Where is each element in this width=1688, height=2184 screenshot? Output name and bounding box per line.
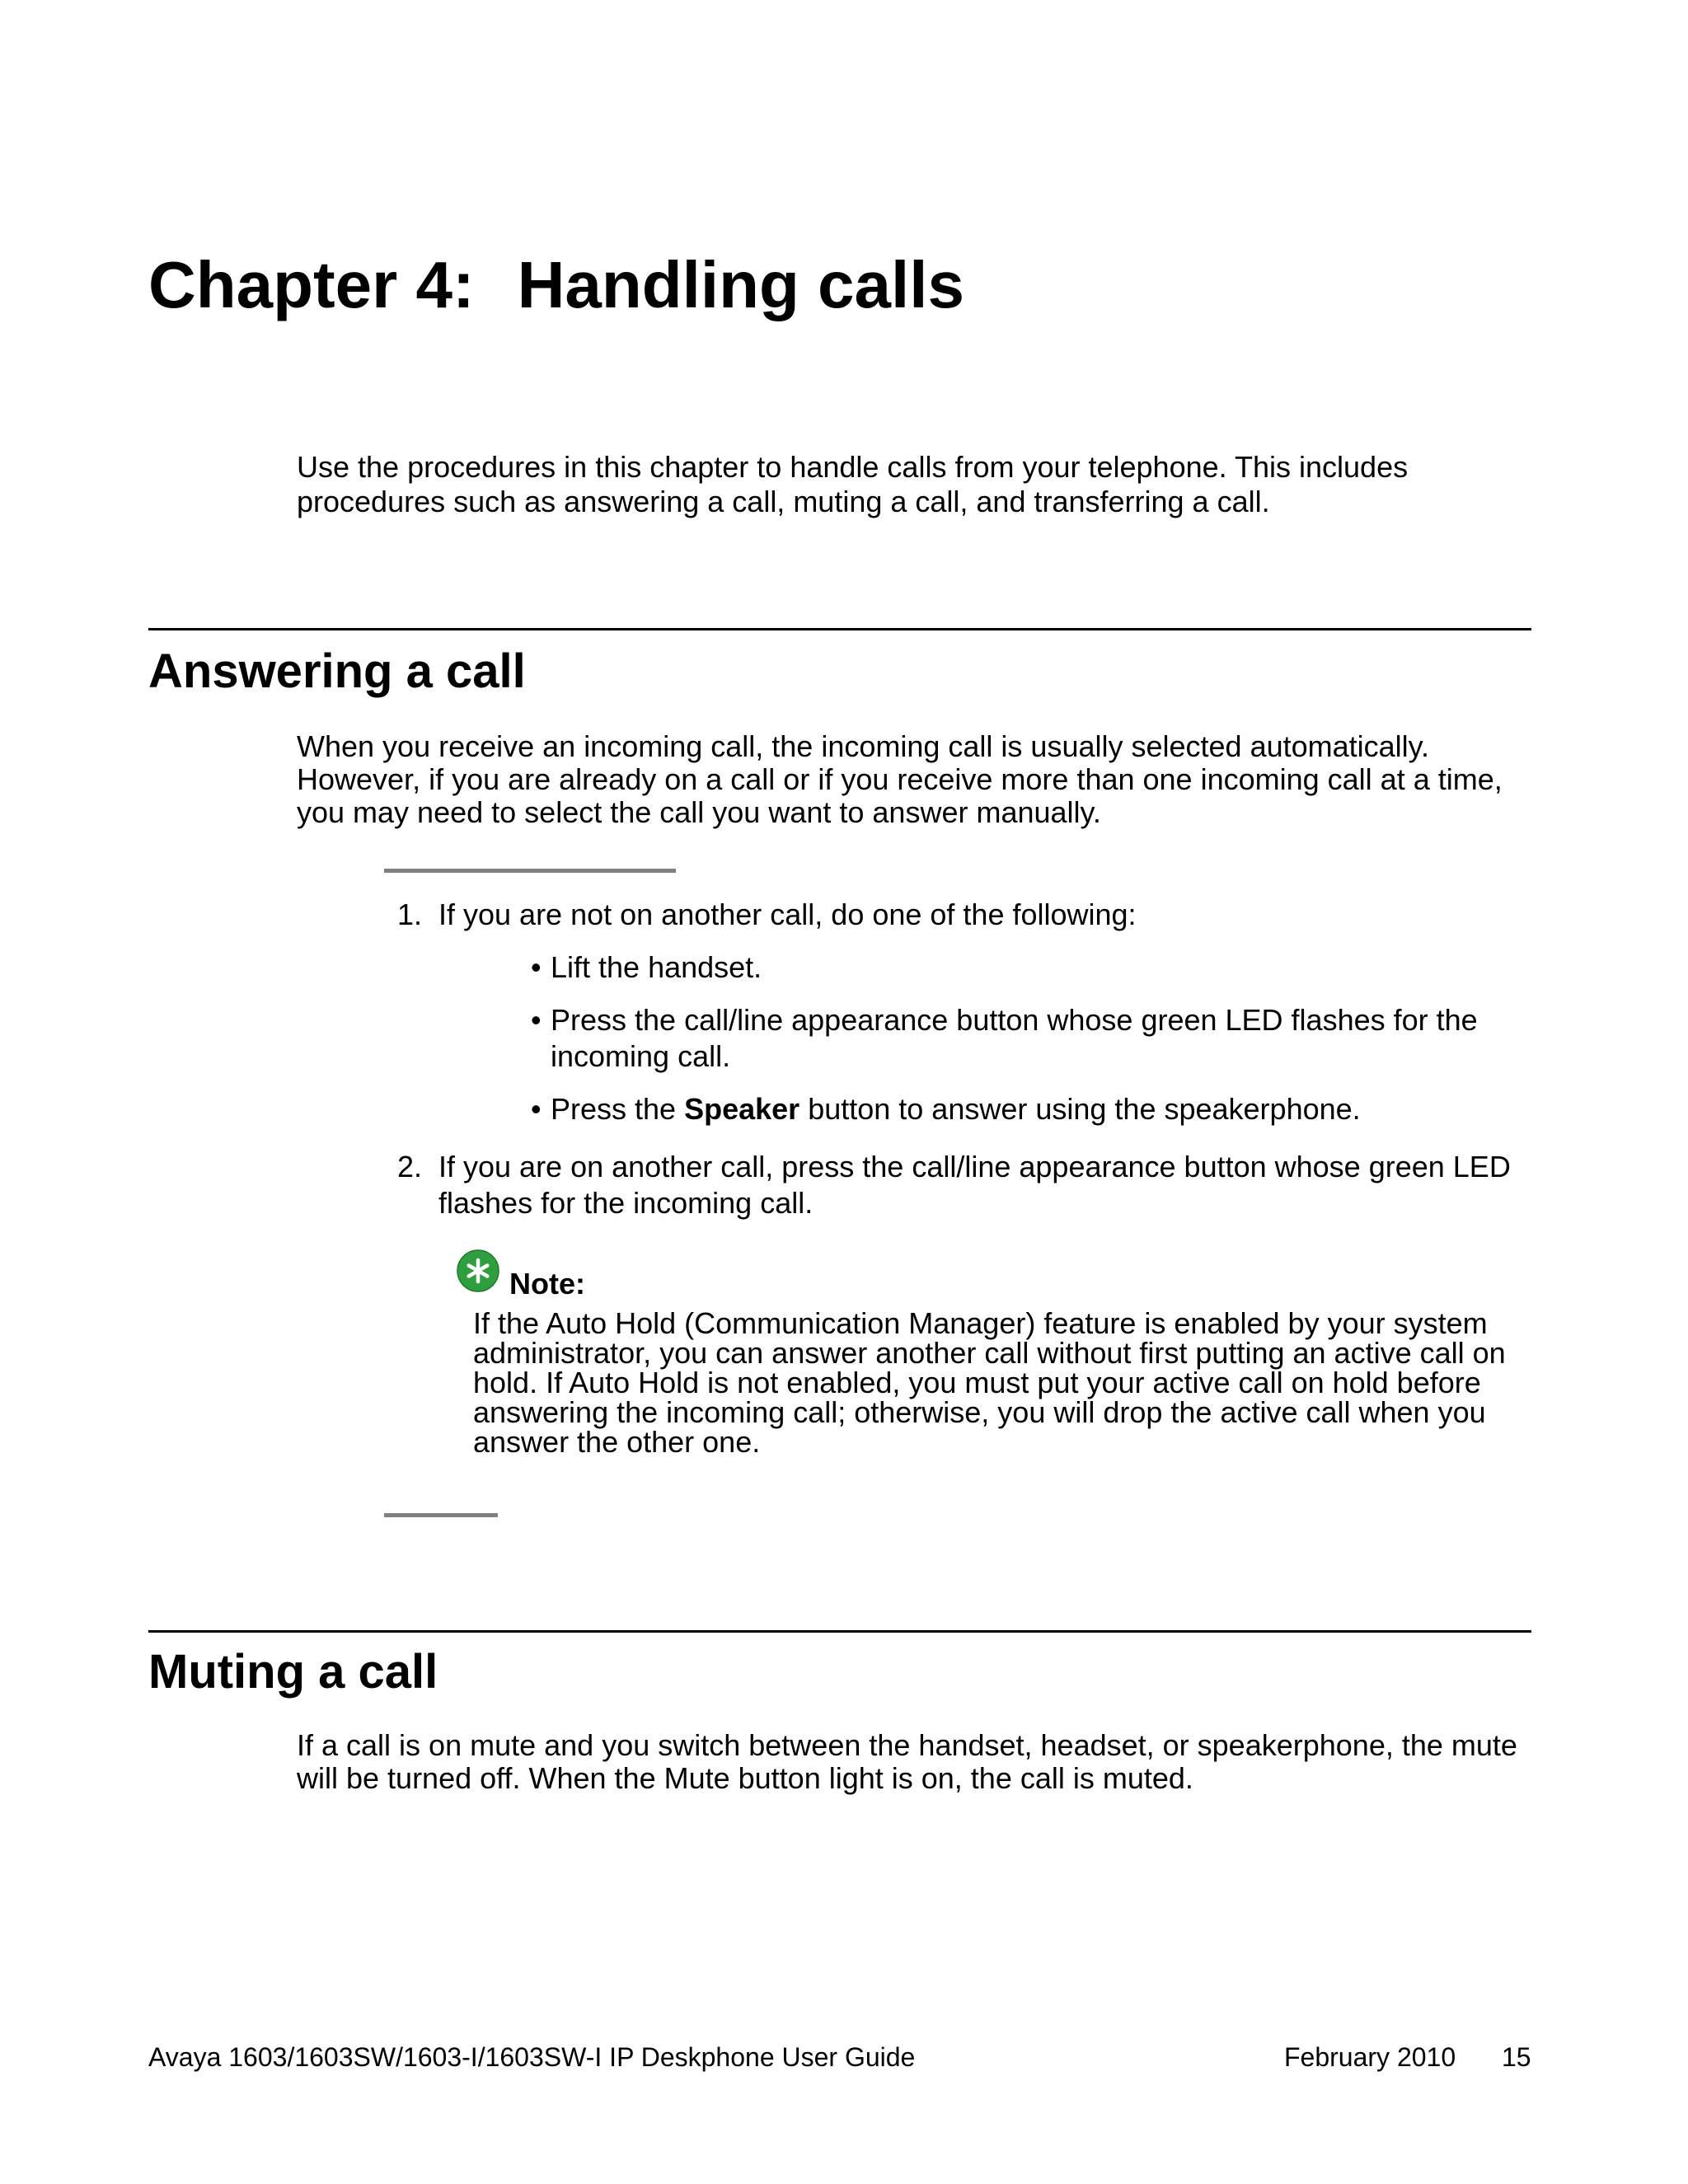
note-text: If the Auto Hold (Communication Manager) feature is enabled by your system administrator, you can answer another call without first putting an active call on hold. If Auto Hold is not enabled, you must put your active call on hold before answering the incoming call; otherwise, you will drop the active call when you answer the other one. [473,1306,1506,1459]
page-number: 15 [1502,2042,1531,2072]
section-divider [148,628,1531,630]
muting-intro: If a call is on mute and you switch between the handset, headset, or speakerphone, the mute will be turned off. When the Mute button light is on, the call is muted. [297,1728,1517,1795]
chapter-label: Chapter 4: [148,248,475,321]
footer-date: February 2010 [1284,2042,1456,2072]
bullet-text: Lift the handset. [551,950,762,984]
bullet-text [551,1091,1540,1127]
chapter-title [148,248,964,321]
chapter-intro: Use the procedures in this chapter to handle calls from your telephone. This includes procedures such as answering a call, muting a call, and transferring a call. [297,450,1409,518]
note-asterisk-icon [457,1249,499,1292]
section-heading-muting: Muting a call [148,1645,438,1699]
section-divider [148,1630,1531,1633]
section-heading-answering: Answering a call [148,644,526,698]
bullet-marker: • [531,1092,542,1126]
bullet-text-prefix: Press the [551,1092,685,1126]
step-number: 1. [396,898,422,931]
procedure-start-rule [384,869,676,873]
bullet-text-suffix: button to answer using the speakerphone. [799,1092,1361,1126]
bullet-marker: • [531,950,542,984]
answering-intro: When you receive an incoming call, the incoming call is usually selected automatically. However, if you are already on a call or if you receive more than one incoming call at a time, you may need to select the call you want to answer manually. [297,729,1503,829]
step-text: If you are on another call, press the call/line appearance button whose green LED flashes for the incoming call. [438,1150,1511,1220]
step-number: 2. [396,1150,422,1183]
step-text: If you are not on another call, do one of the following: [438,898,1137,931]
footer-document-title: Avaya 1603/1603SW/1603-I/1603SW-I IP Deskphone User Guide [148,2042,916,2072]
procedure-end-rule [384,1513,498,1517]
bullet-marker: • [531,1003,542,1037]
bullet-text: Press the call/line appearance button whose green LED flashes for the incoming call. [551,1003,1478,1073]
speaker-button-name: Speaker [684,1092,800,1126]
chapter-name: Handling calls [517,248,964,321]
note-label: Note: [509,1267,585,1301]
